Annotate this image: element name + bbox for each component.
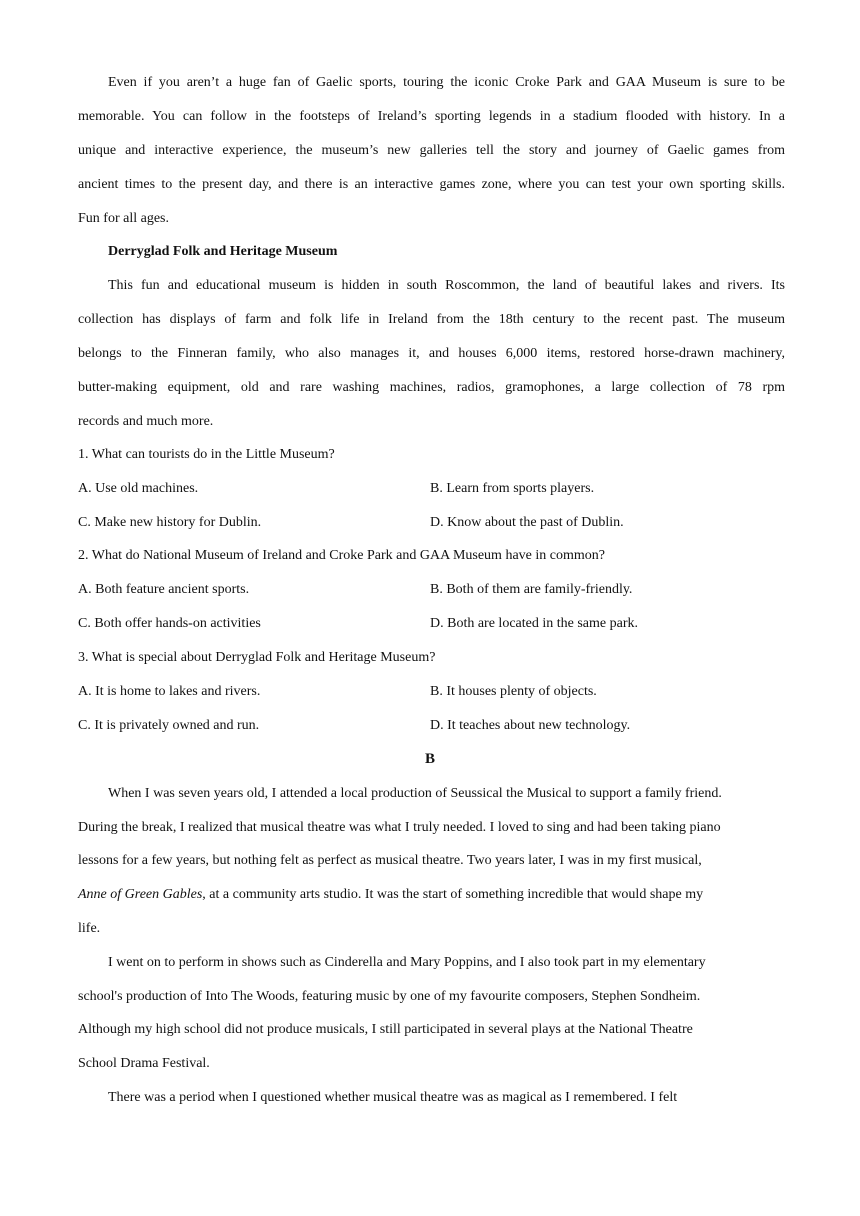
croke-paragraph-line: ancient times to the present day, and there is an interactive games zone, where you can test your own sporting skills. (78, 177, 785, 192)
derryglad-paragraph-line: This fun and educational museum is hidden in south Roscommon, the land of beautiful lakes and rivers. Its (108, 278, 785, 293)
question-1-option-d[interactable]: D. Know about the past of Dublin. (430, 515, 624, 530)
passage-b-line: School Drama Festival. (78, 1056, 210, 1071)
passage-b-line-rest: , at a community arts studio. It was the start of something incredible that would shape my (202, 887, 704, 902)
passage-b-line: lessons for a few years, but nothing felt as perfect as musical theatre. Two years later, I was in my first musical, (78, 853, 702, 868)
passage-b-line: When I was seven years old, I attended a local production of Seussical the Musical to support a family friend. (108, 786, 722, 801)
question-2-option-a[interactable]: A. Both feature ancient sports. (78, 582, 250, 597)
croke-paragraph-line: unique and interactive experience, the museum’s new galleries tell the story and journey of Gaelic games from (78, 143, 785, 158)
passage-b-line (78, 886, 703, 904)
question-1-option-c[interactable]: C. Make new history for Dublin. (78, 515, 262, 530)
croke-paragraph-line: memorable. You can follow in the footsteps of Ireland’s sporting legends in a stadium flooded with history. In a (78, 109, 785, 124)
question-2-stem: 2. What do National Museum of Ireland and Croke Park and GAA Museum have in common? (78, 548, 605, 563)
musical-title: Anne of Green Gables (78, 887, 203, 902)
derryglad-paragraph-line: butter-making equipment, old and rare washing machines, radios, gramophones, a large collection of 78 rpm (78, 380, 785, 395)
passage-b-line: school's production of Into The Woods, featuring music by one of my favourite composers, Stephen Sondheim. (78, 989, 701, 1004)
passage-b-heading: B (424, 751, 435, 767)
question-1-option-a[interactable]: A. Use old machines. (78, 481, 199, 496)
derryglad-paragraph-line: belongs to the Finneran family, who also manages it, and houses 6,000 items, restored horse-drawn machinery, (78, 346, 785, 361)
derryglad-paragraph-line: collection has displays of farm and folk life in Ireland from the 18th century to the recent past. The museum (78, 312, 785, 327)
passage-b-line: During the break, I realized that musical theatre was what I truly needed. I loved to sing and had been taking piano (78, 820, 721, 835)
question-3-option-a[interactable]: A. It is home to lakes and rivers. (78, 684, 261, 699)
passage-b-line: Although my high school did not produce musicals, I still participated in several plays at the National Theatre (78, 1022, 693, 1037)
question-2-option-c[interactable]: C. Both offer hands-on activities (78, 616, 261, 631)
croke-paragraph-line: Fun for all ages. (78, 211, 169, 226)
question-3-option-b[interactable]: B. It houses plenty of objects. (430, 684, 597, 699)
derryglad-paragraph-line: records and much more. (78, 414, 214, 429)
passage-b-line: life. (78, 921, 101, 936)
question-3-option-c[interactable]: C. It is privately owned and run. (78, 718, 260, 733)
question-1-option-b[interactable]: B. Learn from sports players. (430, 481, 595, 496)
question-3-stem: 3. What is special about Derryglad Folk and Heritage Museum? (78, 650, 436, 665)
passage-b-line: There was a period when I questioned whether musical theatre was as magical as I remembered. I felt (108, 1090, 678, 1105)
question-1-stem: 1. What can tourists do in the Little Museum? (78, 447, 335, 462)
question-3-option-d[interactable]: D. It teaches about new technology. (430, 718, 631, 733)
passage-b-line: I went on to perform in shows such as Cinderella and Mary Poppins, and I also took part in my elementary (108, 955, 706, 970)
question-2-option-d[interactable]: D. Both are located in the same park. (430, 616, 638, 631)
question-2-option-b[interactable]: B. Both of them are family-friendly. (430, 582, 633, 597)
croke-paragraph-line: Even if you aren’t a huge fan of Gaelic sports, touring the iconic Croke Park and GAA Museum is sure to be (108, 75, 785, 90)
derryglad-heading: Derryglad Folk and Heritage Museum (108, 244, 338, 259)
